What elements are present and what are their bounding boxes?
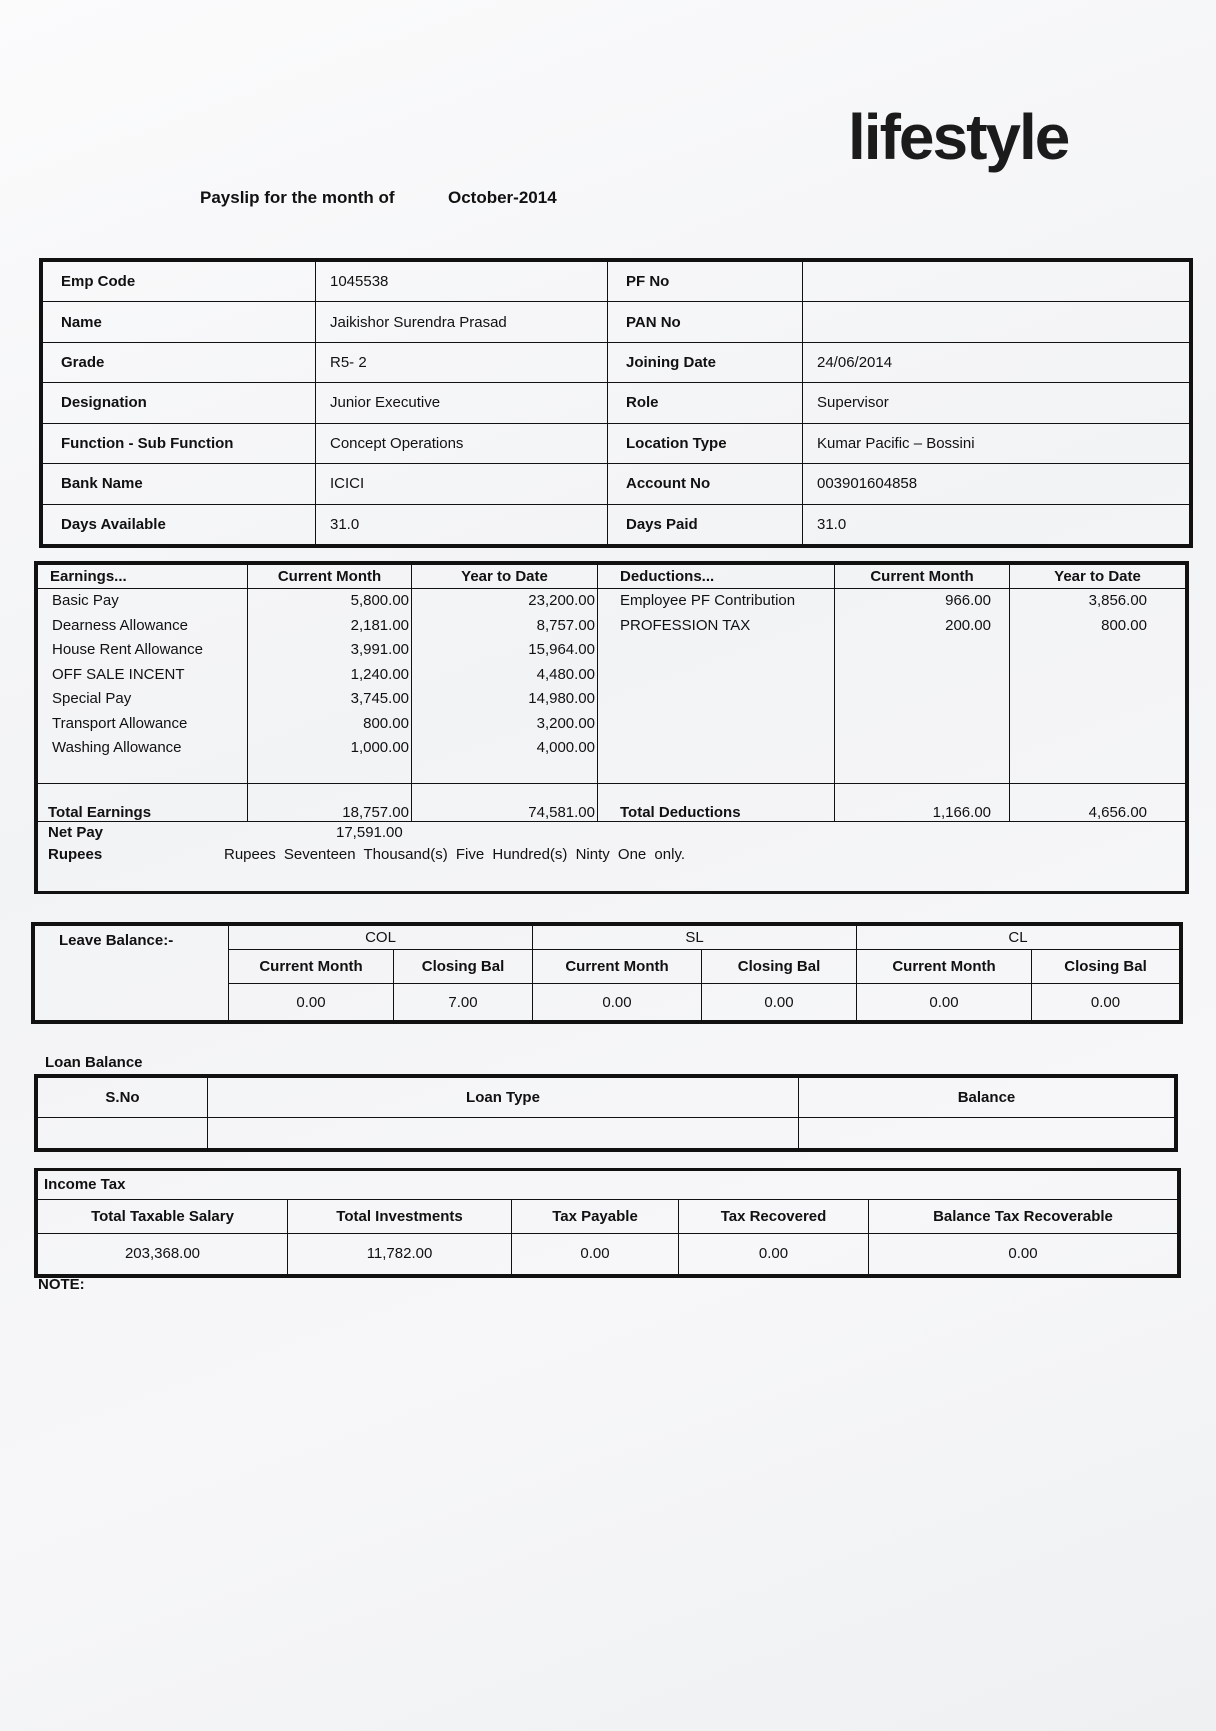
earning-current-value: 800.00 <box>363 714 409 732</box>
employee-row <box>43 342 1190 382</box>
loan-balance-label: Loan Balance <box>45 1054 143 1071</box>
tax-payable-header: Tax Payable <box>512 1199 679 1233</box>
employee-value: 1045538 <box>316 262 608 302</box>
loan-sno-cell <box>38 1118 208 1149</box>
earnings-deductions <box>34 561 1189 894</box>
earning-ytd-value: 23,200.00 <box>528 592 595 609</box>
cl-current-header: Current Month <box>857 950 1032 984</box>
leave-type-sl: SL <box>533 926 857 950</box>
earning-current-value: 3,745.00 <box>350 690 409 707</box>
employee-value: 24/06/2014 <box>803 342 1190 382</box>
tax-recovered-header: Tax Recovered <box>679 1199 869 1233</box>
deduction-ytd-value: 800.00 <box>1101 616 1147 634</box>
earnings-header: Earnings... <box>38 565 248 589</box>
employee-value: Concept Operations <box>316 423 608 463</box>
deductions-header: Deductions... <box>598 565 835 589</box>
loan-balance-table <box>34 1074 1178 1152</box>
income-tax-table <box>34 1168 1181 1278</box>
earning-name: Basic Pay <box>52 592 119 609</box>
employee-value: Jaikishor Surendra Prasad <box>316 302 608 342</box>
deduction-current-value: 200.00 <box>945 616 991 634</box>
net-pay-value: 17,591.00 <box>336 824 403 841</box>
earning-current-value: 3,991.00 <box>350 641 409 658</box>
rupees-words: Rupees Seventeen Thousand(s) Five Hundred(s) Ninty One only. <box>224 846 686 863</box>
rupees-label: Rupees <box>48 846 103 863</box>
deduction-name: Employee PF Contribution <box>620 592 796 609</box>
income-tax-label: Income Tax <box>38 1171 1178 1199</box>
col-current-value: 0.00 <box>229 984 394 1021</box>
employee-value: 003901604858 <box>803 464 1190 504</box>
employee-value: Supervisor <box>803 383 1190 423</box>
earnings-ytd-header: Year to Date <box>412 565 598 589</box>
employee-label: Location Type <box>608 423 803 463</box>
earning-ytd-column <box>412 589 598 784</box>
total-earnings-label: Total Earnings <box>38 784 248 822</box>
total-deductions-label: Total Deductions <box>598 784 835 822</box>
deduction-name: PROFESSION TAX <box>620 616 751 634</box>
earning-ytd-value: 8,757.00 <box>536 616 595 634</box>
earning-current-value: 2,181.00 <box>350 616 409 634</box>
employee-label: Bank Name <box>43 464 316 504</box>
earning-names-column <box>38 589 248 784</box>
employee-label: Designation <box>43 383 316 423</box>
loan-balance-cell <box>799 1118 1175 1149</box>
col-current-header: Current Month <box>229 950 394 984</box>
employee-label: Days Available <box>43 504 316 544</box>
earning-ytd-value: 4,480.00 <box>536 665 595 683</box>
employee-label: Joining Date <box>608 342 803 382</box>
cl-closing-value: 0.00 <box>1032 984 1180 1021</box>
earning-name: Transport Allowance <box>52 714 188 732</box>
earning-current-value: 5,800.00 <box>350 592 409 609</box>
employee-label: Function - Sub Function <box>43 423 316 463</box>
total-investments-header: Total Investments <box>288 1199 512 1233</box>
total-deductions-current: 1,166.00 <box>835 784 1010 822</box>
employee-value: 31.0 <box>316 504 608 544</box>
deduction-ytd-column <box>1010 589 1186 784</box>
sl-closing-value: 0.00 <box>702 984 857 1021</box>
employee-row <box>43 464 1190 504</box>
loan-sno-header: S.No <box>38 1078 208 1118</box>
earning-current-column <box>248 589 412 784</box>
loan-balance-header: Balance <box>799 1078 1175 1118</box>
employee-label: PF No <box>608 262 803 302</box>
total-earnings-ytd: 74,581.00 <box>412 784 598 822</box>
employee-label: Role <box>608 383 803 423</box>
employee-value: Junior Executive <box>316 383 608 423</box>
taxable-salary-value: 203,368.00 <box>38 1233 288 1275</box>
col-closing-value: 7.00 <box>394 984 533 1021</box>
earning-current-value: 1,240.00 <box>350 665 409 683</box>
net-pay-label: Net Pay <box>48 824 104 841</box>
employee-label: Emp Code <box>43 262 316 302</box>
deduction-current-value: 966.00 <box>945 592 991 609</box>
leave-type-cl: CL <box>857 926 1180 950</box>
brand-logo: lifestyle <box>848 101 1069 173</box>
employee-row <box>43 504 1190 544</box>
earning-name: Dearness Allowance <box>52 616 188 634</box>
leave-type-col: COL <box>229 926 533 950</box>
employee-value <box>803 302 1190 342</box>
earning-ytd-value: 14,980.00 <box>528 690 595 707</box>
total-earnings-current: 18,757.00 <box>248 784 412 822</box>
loan-type-cell <box>208 1118 799 1149</box>
taxable-salary-header: Total Taxable Salary <box>38 1199 288 1233</box>
employee-details <box>39 258 1193 548</box>
payslip-month: October-2014 <box>448 188 557 207</box>
employee-label: PAN No <box>608 302 803 342</box>
tax-payable-value: 0.00 <box>512 1233 679 1275</box>
leave-balance-label: Leave Balance:- <box>35 926 229 1021</box>
employee-row <box>43 383 1190 423</box>
earning-ytd-value: 4,000.00 <box>536 739 595 756</box>
employee-value <box>803 262 1190 302</box>
employee-value: 31.0 <box>803 504 1190 544</box>
sl-closing-header: Closing Bal <box>702 950 857 984</box>
leave-balance <box>31 922 1183 1024</box>
earning-ytd-value: 3,200.00 <box>536 714 595 732</box>
deduction-ytd-value: 3,856.00 <box>1088 592 1147 609</box>
employee-row <box>43 302 1190 342</box>
employee-label: Account No <box>608 464 803 504</box>
earning-ytd-value: 15,964.00 <box>528 641 595 658</box>
employee-label: Name <box>43 302 316 342</box>
sl-current-value: 0.00 <box>533 984 702 1021</box>
employee-label: Days Paid <box>608 504 803 544</box>
total-deductions-ytd: 4,656.00 <box>1010 784 1186 822</box>
balance-tax-value: 0.00 <box>869 1233 1178 1275</box>
deductions-current-header: Current Month <box>835 565 1010 589</box>
earning-name: Special Pay <box>52 690 132 707</box>
payslip-title: Payslip for the month of <box>200 188 395 207</box>
employee-value: R5- 2 <box>316 342 608 382</box>
deduction-names-column <box>598 589 835 784</box>
employee-value: ICICI <box>316 464 608 504</box>
balance-tax-header: Balance Tax Recoverable <box>869 1199 1178 1233</box>
col-closing-header: Closing Bal <box>394 950 533 984</box>
total-investments-value: 11,782.00 <box>288 1233 512 1275</box>
earning-name: OFF SALE INCENT <box>52 665 185 683</box>
employee-row <box>43 423 1190 463</box>
cl-current-value: 0.00 <box>857 984 1032 1021</box>
earning-name: House Rent Allowance <box>52 641 203 658</box>
cl-closing-header: Closing Bal <box>1032 950 1180 984</box>
sl-current-header: Current Month <box>533 950 702 984</box>
employee-row <box>43 262 1190 302</box>
employee-label: Grade <box>43 342 316 382</box>
tax-recovered-value: 0.00 <box>679 1233 869 1275</box>
earning-name: Washing Allowance <box>52 739 182 756</box>
earnings-current-header: Current Month <box>248 565 412 589</box>
deductions-ytd-header: Year to Date <box>1010 565 1186 589</box>
deduction-current-column <box>835 589 1010 784</box>
loan-type-header: Loan Type <box>208 1078 799 1118</box>
note-label: NOTE: <box>38 1276 85 1293</box>
earning-current-value: 1,000.00 <box>350 739 409 756</box>
employee-value: Kumar Pacific – Bossini <box>803 423 1190 463</box>
